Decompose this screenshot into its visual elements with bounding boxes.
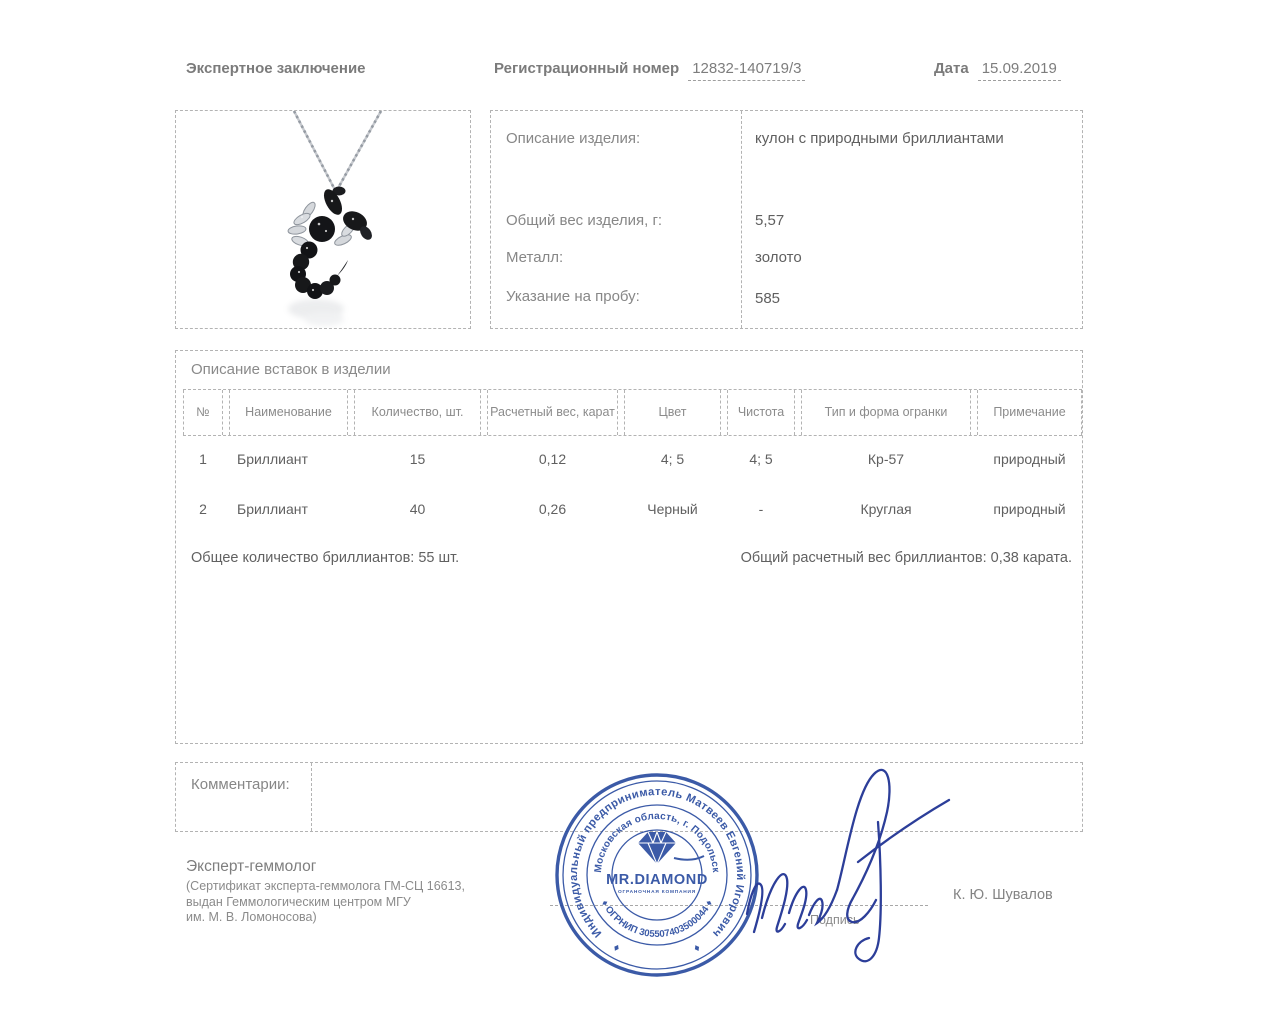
comments-divider bbox=[311, 763, 312, 831]
column-header-note: Примечание bbox=[977, 390, 1082, 435]
cell-number: 1 bbox=[199, 451, 207, 467]
cell-note: природный bbox=[993, 501, 1066, 517]
column-header-cut: Тип и форма огранки bbox=[801, 390, 971, 435]
inserts-table-header bbox=[183, 389, 1082, 436]
stamp-city-text: Московская область, г. Подольск bbox=[592, 810, 721, 874]
date-group bbox=[934, 60, 1061, 81]
stamp-outer-text: Индивидуальный предприниматель Матвеев Евгений Игоревич bbox=[567, 786, 747, 940]
total-count: Общее количество бриллиантов: 55 шт. bbox=[191, 550, 460, 566]
comments-label: Комментарии: bbox=[191, 776, 290, 793]
stamp-ogrnip-text: ♦ ОГРНИП 305507403500044 ♦ bbox=[598, 898, 716, 940]
field-label-description: Описание изделия: bbox=[506, 130, 641, 147]
cell-color: 4; 5 bbox=[660, 451, 685, 467]
description-divider bbox=[741, 111, 742, 328]
expert-block bbox=[186, 858, 516, 926]
expert-cert-line: им. М. В. Ломоносова) bbox=[186, 910, 317, 924]
expert-cert-line: (Сертификат эксперта-геммолога ГМ-СЦ 16613, bbox=[186, 879, 465, 893]
registration-number-group bbox=[494, 60, 805, 81]
field-value-hallmark: 585 bbox=[755, 290, 781, 307]
field-label-weight: Общий вес изделия, г: bbox=[506, 212, 663, 229]
product-description-box bbox=[490, 110, 1083, 329]
inserts-table-box bbox=[175, 350, 1083, 744]
column-header-name: Наименование bbox=[229, 390, 348, 435]
cell-cut: Кр-57 bbox=[867, 451, 905, 467]
date-label: Дата bbox=[934, 60, 969, 77]
stamp-brand-subtext: ОГРАНОЧНАЯ КОМПАНИЯ bbox=[617, 890, 697, 895]
cell-name: Бриллиант bbox=[237, 451, 308, 467]
cell-weight: 0,26 bbox=[538, 501, 567, 517]
scorpion-pendant bbox=[288, 186, 375, 299]
field-value-description: кулон с природными бриллиантами bbox=[755, 130, 1004, 147]
expert-name: К. Ю. Шувалов bbox=[953, 887, 1053, 903]
cell-name: Бриллиант bbox=[237, 501, 308, 517]
table-row bbox=[183, 501, 1082, 517]
registration-number-label: Регистрационный номер bbox=[494, 60, 680, 77]
date-value: 15.09.2019 bbox=[978, 60, 1061, 81]
signature-label: Подпись bbox=[810, 913, 860, 927]
cell-color: Черный bbox=[647, 501, 698, 517]
total-weight: Общий расчетный вес бриллиантов: 0,38 карата. bbox=[740, 550, 1072, 566]
scorpion-pendant-photo bbox=[176, 111, 470, 328]
field-label-metal: Металл: bbox=[506, 249, 564, 266]
pendant-reflection bbox=[288, 299, 344, 326]
column-header-number: № bbox=[183, 390, 223, 435]
cell-quantity: 40 bbox=[409, 501, 426, 517]
cell-weight: 0,12 bbox=[538, 451, 567, 467]
cell-number: 2 bbox=[199, 501, 207, 517]
cell-cut: Круглая bbox=[860, 501, 912, 517]
stamp-brand-text: MR.DIAMOND bbox=[606, 872, 708, 888]
table-row bbox=[183, 451, 1082, 467]
registration-number-value: 12832-140719/3 bbox=[688, 60, 805, 81]
field-value-weight: 5,57 bbox=[755, 212, 785, 229]
expert-cert-line: выдан Геммологическим центром МГУ bbox=[186, 894, 411, 909]
necklace-chain bbox=[294, 111, 381, 190]
cell-quantity: 15 bbox=[409, 451, 426, 467]
column-header-color: Цвет bbox=[624, 390, 721, 435]
expert-title: Эксперт-геммолог bbox=[186, 858, 317, 875]
cell-clarity: 4; 5 bbox=[749, 451, 773, 467]
company-stamp bbox=[552, 770, 762, 980]
cell-clarity: - bbox=[758, 501, 764, 517]
column-header-weight: Расчетный вес, карат bbox=[487, 390, 618, 435]
field-value-metal: золото bbox=[755, 249, 802, 266]
handwritten-signature bbox=[740, 762, 960, 976]
svg-text:♦ bbox=[691, 941, 702, 954]
cell-note: природный bbox=[993, 451, 1066, 467]
page-title: Экспертное заключение bbox=[186, 60, 366, 77]
product-photo-frame bbox=[175, 110, 471, 329]
inserts-section-title: Описание вставок в изделии bbox=[191, 361, 391, 378]
svg-text:♦ bbox=[611, 941, 622, 954]
stamp-diamond-separator: ♦ bbox=[611, 940, 622, 955]
stamp-diamond-separator: ♦ bbox=[691, 941, 703, 955]
column-header-clarity: Чистота bbox=[727, 390, 795, 435]
field-label-hallmark: Указание на пробу: bbox=[506, 288, 640, 305]
column-header-quantity: Количество, шт. bbox=[354, 390, 481, 435]
svg-text:♦ ОГРНИП 305507403500044 ♦ bbox=[599, 898, 716, 940]
